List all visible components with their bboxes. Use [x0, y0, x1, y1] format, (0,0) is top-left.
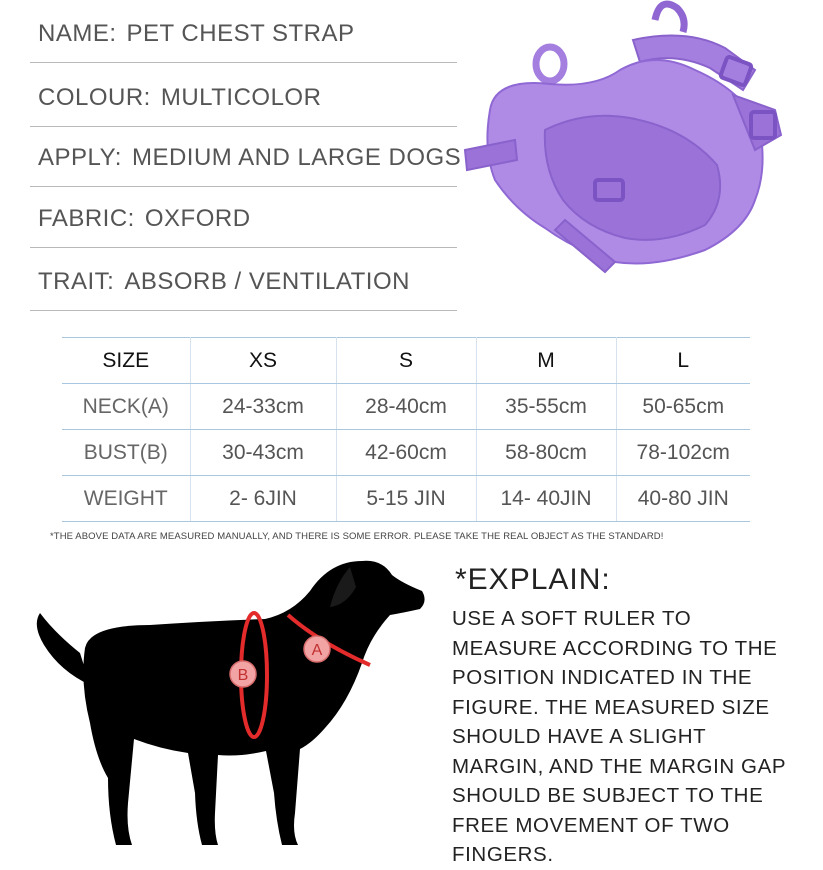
harness-image	[455, 0, 795, 280]
dog-measure-diagram	[30, 553, 450, 850]
spec-row-colour	[30, 64, 457, 127]
spec-label: NAME:	[38, 20, 117, 47]
table-header-cell: XS	[190, 338, 336, 384]
table-cell: NECK(A)	[62, 384, 190, 430]
table-row	[62, 476, 750, 522]
table-cell: 28-40cm	[336, 384, 476, 430]
table-cell: 2- 6JIN	[190, 476, 336, 522]
explain-title: *EXPLAIN:	[455, 563, 611, 596]
table-cell: 42-60cm	[336, 430, 476, 476]
table-cell: 5-15 JIN	[336, 476, 476, 522]
table-cell: 78-102cm	[616, 430, 750, 476]
spec-label: TRAIT:	[38, 268, 115, 295]
dog-silhouette	[83, 561, 424, 845]
spec-row-apply	[30, 124, 462, 187]
table-cell: 40-80 JIN	[616, 476, 750, 522]
table-cell: 58-80cm	[476, 430, 616, 476]
spec-value: MULTICOLOR	[160, 84, 322, 111]
table-header-cell: S	[336, 338, 476, 384]
explain-body: USE A SOFT RULER TO MEASURE ACCORDING TO THE POSITION INDICATED IN THE FIGURE. THE MEASURED SIZE SHOULD HAVE A SLIGHT MARGIN, AND THE MARGIN GAP SHOULD BE SUBJECT TO THE FREE MOVEMENT OF TWO FINGERS.	[452, 607, 786, 866]
spec-row-trait	[30, 248, 457, 311]
table-cell: 24-33cm	[190, 384, 336, 430]
spec-label: COLOUR:	[38, 84, 151, 111]
table-cell: 50-65cm	[616, 384, 750, 430]
table-row	[62, 384, 750, 430]
badge-a-label: A	[311, 642, 323, 659]
measurement-note: *THE ABOVE DATA ARE MEASURED MANUALLY, AND THERE IS SOME ERROR. PLEASE TAKE THE REAL OBJECT AS THE STANDARD!	[50, 531, 664, 542]
size-table	[62, 337, 750, 522]
table-cell: 30-43cm	[190, 430, 336, 476]
spec-value: PET CHEST STRAP	[126, 20, 355, 47]
handle-loop	[655, 4, 684, 32]
spec-value: ABSORB / VENTILATION	[124, 268, 410, 295]
spec-row-fabric	[30, 185, 457, 248]
table-header-cell: M	[476, 338, 616, 384]
table-cell: 14- 40JIN	[476, 476, 616, 522]
spec-value: MEDIUM AND LARGE DOGS	[131, 144, 462, 171]
dog-tail	[37, 613, 90, 685]
table-row	[62, 430, 750, 476]
table-cell: WEIGHT	[62, 476, 190, 522]
spec-label: APPLY:	[38, 144, 122, 171]
table-header-cell: L	[616, 338, 750, 384]
spec-row-name	[30, 0, 457, 63]
badge-b-label: B	[237, 667, 249, 684]
spec-value: OXFORD	[144, 205, 251, 232]
d-ring	[536, 47, 564, 81]
table-cell: 35-55cm	[476, 384, 616, 430]
table-header-cell: SIZE	[62, 338, 190, 384]
table-cell: BUST(B)	[62, 430, 190, 476]
spec-label: FABRIC:	[38, 205, 135, 232]
table-header-row	[62, 338, 750, 384]
